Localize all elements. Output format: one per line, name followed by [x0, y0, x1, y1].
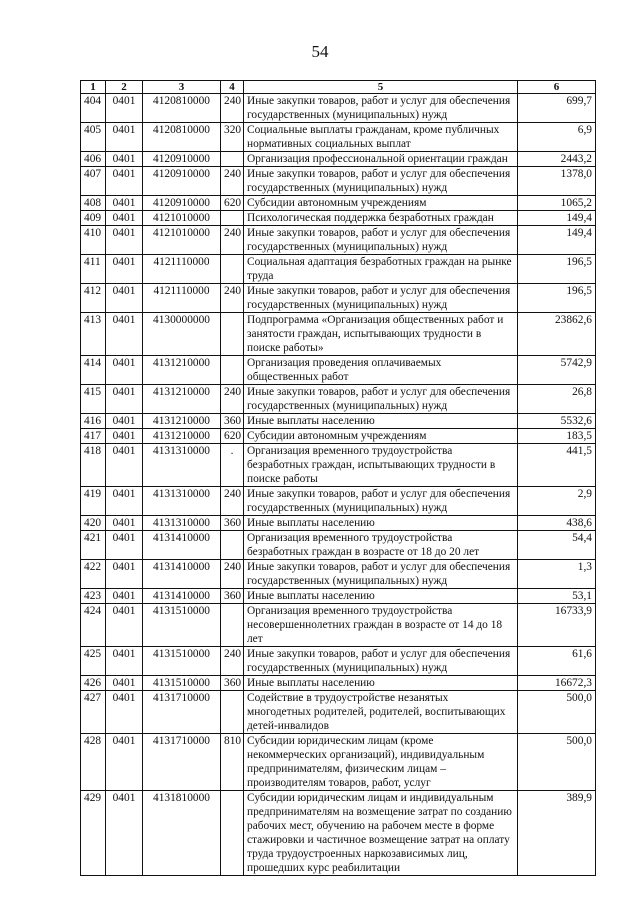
item-name: Организация временного трудоустройства безработных граждан, испытывающих трудности в поиске работы	[244, 444, 518, 487]
item-name: Иные закупки товаров, работ и услуг для обеспечения государственных (муниципальных) нужд	[244, 94, 518, 123]
table-row	[81, 385, 596, 414]
section-code: 0401	[106, 385, 143, 414]
table-row	[81, 444, 596, 487]
table-row	[81, 676, 596, 691]
target-article-code: 4131410000	[143, 531, 221, 560]
row-number: 413	[81, 313, 106, 356]
row-number: 407	[81, 167, 106, 196]
target-article-code: 4121110000	[143, 284, 221, 313]
row-number: 410	[81, 226, 106, 255]
table-row	[81, 211, 596, 226]
target-article-code: 4131510000	[143, 676, 221, 691]
section-code: 0401	[106, 676, 143, 691]
expense-type-code	[221, 152, 244, 167]
target-article-code: 4120810000	[143, 94, 221, 123]
target-article-code: 4131310000	[143, 516, 221, 531]
row-number: 411	[81, 255, 106, 284]
item-name: Субсидии автономным учреждениям	[244, 429, 518, 444]
amount: 1,3	[518, 560, 596, 589]
row-number: 414	[81, 356, 106, 385]
amount: 699,7	[518, 94, 596, 123]
table-row	[81, 589, 596, 604]
column-header: 5	[244, 81, 518, 94]
table-row	[81, 647, 596, 676]
item-name: Иные выплаты населению	[244, 414, 518, 429]
section-code: 0401	[106, 444, 143, 487]
section-code: 0401	[106, 560, 143, 589]
item-name: Субсидии юридическим лицам и индивидуальным предпринимателям на возмещение затрат по созданию рабочих мест, обучению на рабочем месте в форме стажировки и частичное возмещение затрат на оплату труда трудоустроенных наркозависимых лиц, прошедших курс реабилитации	[244, 791, 518, 876]
item-name: Организация профессиональной ориентации граждан	[244, 152, 518, 167]
expense-type-code: 360	[221, 676, 244, 691]
target-article-code: 4130000000	[143, 313, 221, 356]
item-name: Содействие в трудоустройстве незанятых многодетных родителей, родителей, воспитывающих детей-инвалидов	[244, 691, 518, 734]
amount: 1065,2	[518, 196, 596, 211]
expense-type-code: 240	[221, 385, 244, 414]
amount: 61,6	[518, 647, 596, 676]
amount: 149,4	[518, 226, 596, 255]
table-row	[81, 487, 596, 516]
amount: 54,4	[518, 531, 596, 560]
row-number: 404	[81, 94, 106, 123]
target-article-code: 4131510000	[143, 647, 221, 676]
expense-type-code: 240	[221, 284, 244, 313]
target-article-code: 4120910000	[143, 196, 221, 211]
table-row	[81, 255, 596, 284]
amount: 6,9	[518, 123, 596, 152]
item-name: Иные закупки товаров, работ и услуг для обеспечения государственных (муниципальных) нужд	[244, 487, 518, 516]
section-code: 0401	[106, 414, 143, 429]
column-header: 1	[81, 81, 106, 94]
expense-type-code: 240	[221, 487, 244, 516]
expense-type-code: 240	[221, 167, 244, 196]
row-number: 408	[81, 196, 106, 211]
target-article-code: 4131810000	[143, 791, 221, 876]
item-name: Иные закупки товаров, работ и услуг для обеспечения государственных (муниципальных) нужд	[244, 647, 518, 676]
item-name: Субсидии автономным учреждениям	[244, 196, 518, 211]
row-number: 419	[81, 487, 106, 516]
item-name: Субсидии юридическим лицам (кроме некоммерческих организаций), индивидуальным предпринимателям, физическим лицам – производителям товаров, работ, услуг	[244, 734, 518, 791]
section-code: 0401	[106, 734, 143, 791]
amount: 183,5	[518, 429, 596, 444]
row-number: 405	[81, 123, 106, 152]
amount: 23862,6	[518, 313, 596, 356]
item-name: Психологическая поддержка безработных граждан	[244, 211, 518, 226]
item-name: Иные закупки товаров, работ и услуг для обеспечения государственных (муниципальных) нужд	[244, 560, 518, 589]
target-article-code: 4131710000	[143, 734, 221, 791]
amount: 389,9	[518, 791, 596, 876]
item-name: Иные закупки товаров, работ и услуг для обеспечения государственных (муниципальных) нужд	[244, 385, 518, 414]
expense-type-code	[221, 531, 244, 560]
section-code: 0401	[106, 152, 143, 167]
expense-type-code: 360	[221, 516, 244, 531]
amount: 196,5	[518, 284, 596, 313]
section-code: 0401	[106, 167, 143, 196]
target-article-code: 4120910000	[143, 152, 221, 167]
row-number: 406	[81, 152, 106, 167]
table-row	[81, 791, 596, 876]
amount: 16733,9	[518, 604, 596, 647]
row-number: 424	[81, 604, 106, 647]
row-number: 412	[81, 284, 106, 313]
amount: 5532,6	[518, 414, 596, 429]
item-name: Иные выплаты населению	[244, 516, 518, 531]
amount: 441,5	[518, 444, 596, 487]
target-article-code: 4131710000	[143, 691, 221, 734]
expense-type-code: 240	[221, 94, 244, 123]
item-name: Социальная адаптация безработных граждан на рынке труда	[244, 255, 518, 284]
target-article-code: 4131410000	[143, 560, 221, 589]
item-name: Иные выплаты населению	[244, 589, 518, 604]
item-name: Организация временного трудоустройства несовершеннолетних граждан в возрасте от 14 до 18 лет	[244, 604, 518, 647]
item-name: Иные выплаты населению	[244, 676, 518, 691]
target-article-code: 4120810000	[143, 123, 221, 152]
expense-type-code: 810	[221, 734, 244, 791]
item-name: Иные закупки товаров, работ и услуг для обеспечения государственных (муниципальных) нужд	[244, 226, 518, 255]
target-article-code: 4121010000	[143, 211, 221, 226]
table-row	[81, 429, 596, 444]
row-number: 428	[81, 734, 106, 791]
amount: 5742,9	[518, 356, 596, 385]
target-article-code: 4121010000	[143, 226, 221, 255]
section-code: 0401	[106, 531, 143, 560]
column-header: 2	[106, 81, 143, 94]
column-header: 4	[221, 81, 244, 94]
expense-type-code	[221, 211, 244, 226]
section-code: 0401	[106, 196, 143, 211]
section-code: 0401	[106, 255, 143, 284]
amount: 16672,3	[518, 676, 596, 691]
expense-type-code	[221, 356, 244, 385]
target-article-code: 4131210000	[143, 414, 221, 429]
amount: 1378,0	[518, 167, 596, 196]
table-row	[81, 734, 596, 791]
table-row	[81, 123, 596, 152]
target-article-code: 4131210000	[143, 385, 221, 414]
section-code: 0401	[106, 356, 143, 385]
table-row	[81, 196, 596, 211]
row-number: 415	[81, 385, 106, 414]
expense-type-code: 240	[221, 647, 244, 676]
row-number: 420	[81, 516, 106, 531]
row-number: 417	[81, 429, 106, 444]
section-code: 0401	[106, 589, 143, 604]
section-code: 0401	[106, 94, 143, 123]
expense-type-code	[221, 255, 244, 284]
section-code: 0401	[106, 647, 143, 676]
section-code: 0401	[106, 516, 143, 531]
item-name: Иные закупки товаров, работ и услуг для обеспечения государственных (муниципальных) нужд	[244, 167, 518, 196]
expense-type-code: 360	[221, 414, 244, 429]
expense-type-code	[221, 791, 244, 876]
target-article-code: 4131410000	[143, 589, 221, 604]
section-code: 0401	[106, 313, 143, 356]
expense-type-code	[221, 313, 244, 356]
table-row	[81, 516, 596, 531]
row-number: 421	[81, 531, 106, 560]
page-number: 54	[311, 42, 329, 61]
budget-table	[80, 80, 596, 876]
expense-type-code: 240	[221, 226, 244, 255]
amount: 438,6	[518, 516, 596, 531]
target-article-code: 4120910000	[143, 167, 221, 196]
item-name: Иные закупки товаров, работ и услуг для обеспечения государственных (муниципальных) нужд	[244, 284, 518, 313]
table-row	[81, 560, 596, 589]
table-row	[81, 284, 596, 313]
table-row	[81, 152, 596, 167]
table-row	[81, 356, 596, 385]
section-code: 0401	[106, 123, 143, 152]
table-row	[81, 313, 596, 356]
table-row	[81, 94, 596, 123]
section-code: 0401	[106, 487, 143, 516]
table-row	[81, 691, 596, 734]
expense-type-code: 620	[221, 429, 244, 444]
expense-type-code: .	[221, 444, 244, 487]
expense-type-code: 620	[221, 196, 244, 211]
amount: 2443,2	[518, 152, 596, 167]
row-number: 425	[81, 647, 106, 676]
expense-type-code: 320	[221, 123, 244, 152]
table-row	[81, 167, 596, 196]
amount: 26,8	[518, 385, 596, 414]
row-number: 423	[81, 589, 106, 604]
table-row	[81, 531, 596, 560]
row-number: 418	[81, 444, 106, 487]
column-header: 3	[143, 81, 221, 94]
expense-type-code	[221, 604, 244, 647]
amount: 196,5	[518, 255, 596, 284]
row-number: 426	[81, 676, 106, 691]
expense-type-code: 360	[221, 589, 244, 604]
section-code: 0401	[106, 429, 143, 444]
table-row	[81, 604, 596, 647]
item-name: Подпрограмма «Организация общественных работ и занятости граждан, испытывающих трудности в поиске работы»	[244, 313, 518, 356]
amount: 2,9	[518, 487, 596, 516]
amount: 53,1	[518, 589, 596, 604]
amount: 149,4	[518, 211, 596, 226]
section-code: 0401	[106, 691, 143, 734]
item-name: Социальные выплаты гражданам, кроме публичных нормативных социальных выплат	[244, 123, 518, 152]
target-article-code: 4131510000	[143, 604, 221, 647]
row-number: 416	[81, 414, 106, 429]
target-article-code: 4131210000	[143, 429, 221, 444]
row-number: 429	[81, 791, 106, 876]
item-name: Организация проведения оплачиваемых общественных работ	[244, 356, 518, 385]
section-code: 0401	[106, 284, 143, 313]
table-row	[81, 414, 596, 429]
row-number: 409	[81, 211, 106, 226]
table-header-row	[81, 81, 596, 94]
section-code: 0401	[106, 226, 143, 255]
row-number: 427	[81, 691, 106, 734]
target-article-code: 4131210000	[143, 356, 221, 385]
expense-type-code	[221, 691, 244, 734]
target-article-code: 4121110000	[143, 255, 221, 284]
table-row	[81, 226, 596, 255]
target-article-code: 4131310000	[143, 487, 221, 516]
amount: 500,0	[518, 734, 596, 791]
section-code: 0401	[106, 604, 143, 647]
section-code: 0401	[106, 211, 143, 226]
amount: 500,0	[518, 691, 596, 734]
section-code: 0401	[106, 791, 143, 876]
target-article-code: 4131310000	[143, 444, 221, 487]
expense-type-code: 240	[221, 560, 244, 589]
item-name: Организация временного трудоустройства безработных граждан в возрасте от 18 до 20 лет	[244, 531, 518, 560]
row-number: 422	[81, 560, 106, 589]
column-header: 6	[518, 81, 596, 94]
